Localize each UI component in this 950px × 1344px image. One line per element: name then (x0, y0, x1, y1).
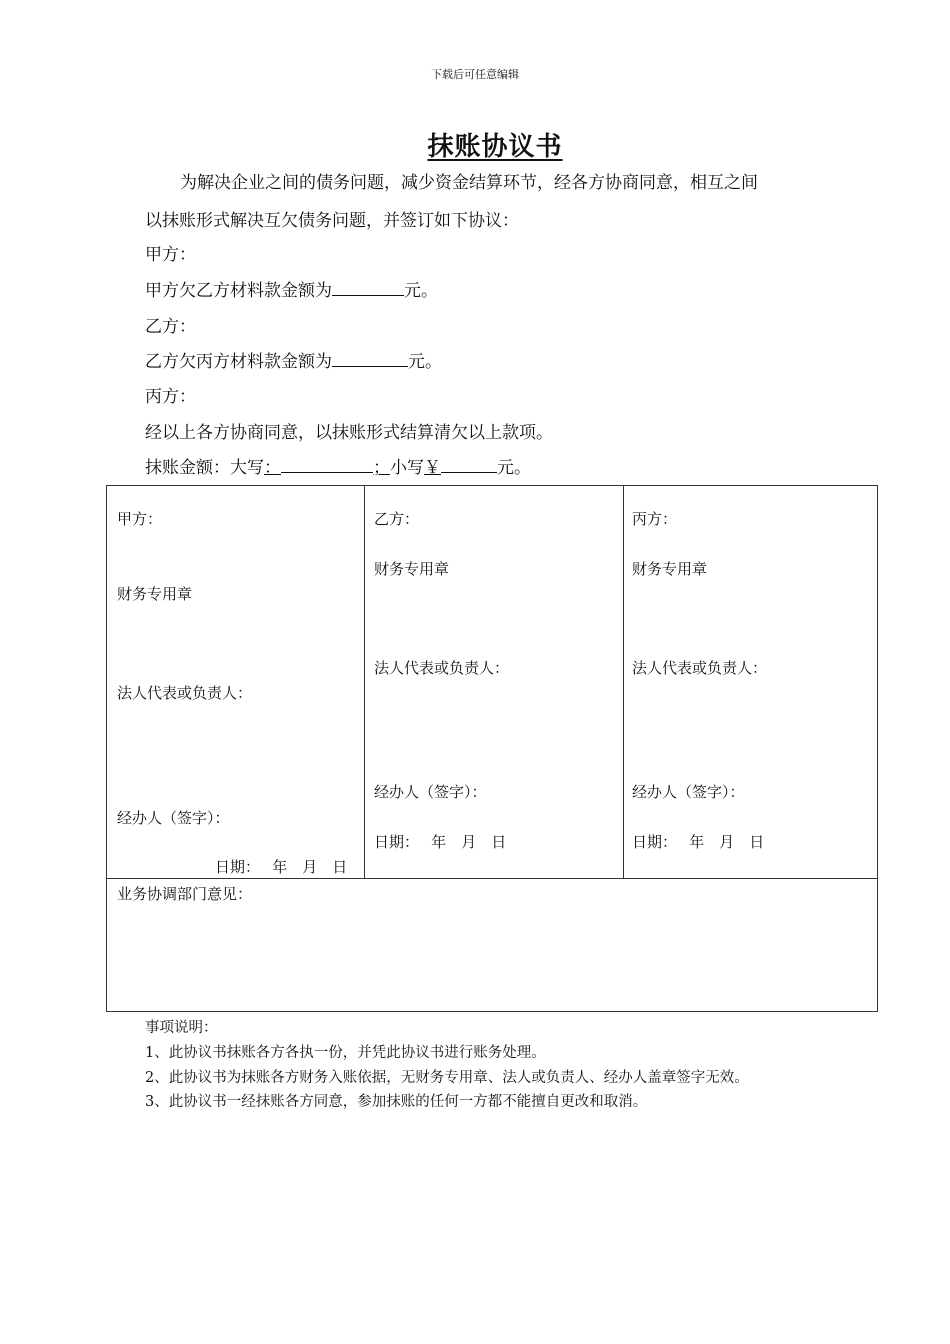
party-b-label: 乙方： (145, 317, 196, 337)
amount-semicolon: ； (373, 458, 390, 478)
note-item-2: 2、此协议书为抹账各方财务入账依据，无财务专用章、法人或负责人、经办人盖章签字无效。 (145, 1070, 749, 1086)
party-c-seal: 财务专用章 (632, 560, 708, 578)
party-c-label: 丙方： (145, 387, 196, 407)
signature-row (107, 486, 878, 879)
party-a-rep: 法人代表或负责人： (117, 684, 253, 702)
party-b-seal: 财务专用章 (374, 560, 450, 578)
note-item-3: 3、此协议书一经抹账各方同意，参加抹账的任何一方都不能擅自更改和取消。 (145, 1094, 648, 1110)
party-c-cell-label: 丙方： (632, 510, 678, 528)
party-c-date: 日期： 年 月 日 (632, 833, 765, 851)
party-a-cell-label: 甲方： (117, 510, 163, 528)
agreement-line: 经以上各方协商同意，以抹账形式结算清欠以上款项。 (145, 423, 553, 443)
opinion-label: 业务协调部门意见： (117, 885, 253, 903)
intro-line-2: 以抹账形式解决互欠债务问题，并签订如下协议： (145, 211, 519, 231)
party-b-cell-label: 乙方： (374, 510, 420, 528)
party-a-cell[interactable] (107, 486, 365, 879)
party-a-amount-blank[interactable] (332, 279, 404, 296)
party-b-debt (145, 347, 442, 372)
party-b-debt-prefix: 乙方欠丙方材料款金额为 (145, 352, 332, 372)
amount-suffix: 元。 (497, 458, 531, 478)
party-b-rep: 法人代表或负责人： (374, 659, 510, 677)
intro-line-1: 为解决企业之间的债务问题，减少资金结算环节，经各方协商同意，相互之间 (180, 173, 758, 193)
party-c-handler: 经办人（签字）： (632, 783, 745, 801)
party-b-amount-blank[interactable] (332, 350, 408, 367)
notes-heading: 事项说明： (145, 1020, 218, 1036)
party-a-debt-suffix: 元。 (404, 281, 438, 301)
amount-words-blank[interactable] (281, 456, 373, 473)
party-a-date: 日期： 年 月 日 (215, 858, 348, 876)
amount-figures-blank[interactable] (441, 456, 497, 473)
note-item-1: 1、此协议书抹账各方各执一份，并凭此协议书进行账务处理。 (145, 1045, 546, 1061)
party-b-handler: 经办人（签字）： (374, 783, 487, 801)
amount-line (145, 453, 531, 478)
opinion-row (107, 879, 878, 1012)
document-title: 抹账协议书 (427, 132, 563, 162)
party-b-cell[interactable] (365, 486, 624, 879)
party-a-debt-prefix: 甲方欠乙方材料款金额为 (145, 281, 332, 301)
party-c-cell[interactable] (624, 486, 878, 879)
party-c-rep: 法人代表或负责人： (632, 659, 768, 677)
party-a-label: 甲方： (145, 245, 196, 265)
header-note: 下载后可任意编辑 (431, 68, 519, 81)
opinion-cell[interactable] (107, 879, 878, 1012)
amount-small-label: 小写 (390, 458, 424, 478)
party-b-debt-suffix: 元。 (408, 352, 442, 372)
party-a-handler: 经办人（签字）： (117, 809, 230, 827)
yen-sign: ￥ (424, 458, 441, 478)
party-b-date: 日期： 年 月 日 (374, 833, 507, 851)
signature-table (106, 485, 878, 1012)
party-a-debt (145, 276, 438, 301)
amount-label: 抹账金额：大写 (145, 458, 264, 478)
amount-colon: ： (264, 458, 281, 478)
party-a-seal: 财务专用章 (117, 585, 193, 603)
